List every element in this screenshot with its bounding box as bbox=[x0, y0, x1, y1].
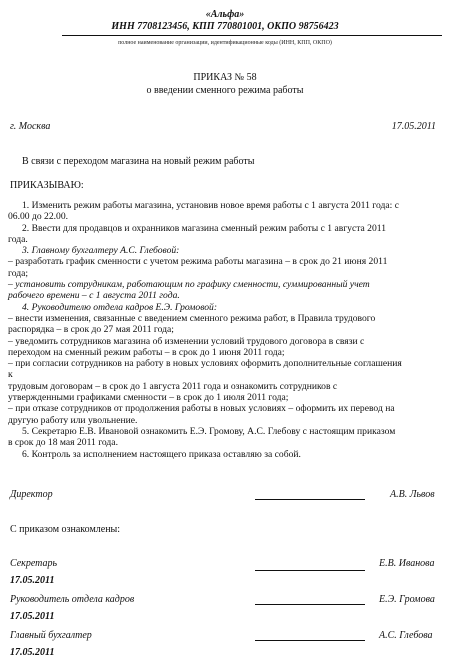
body-line: другую работу или увольнение. bbox=[8, 414, 138, 426]
body-line: года. bbox=[8, 233, 28, 245]
body-line: 06.00 до 22.00. bbox=[8, 211, 69, 223]
director-name: А.В. Львов bbox=[390, 489, 435, 500]
hr-head-label: Руководитель отдела кадров bbox=[10, 594, 135, 605]
body-line: 6. Контроль за исполнением настоящего приказа оставляю за собой. bbox=[22, 448, 301, 460]
header-caption: полное наименование организации, идентификационные коды (ИНН, КПП, ОКПО) bbox=[118, 40, 332, 46]
secretary-name: Е.В. Иванова bbox=[379, 558, 435, 569]
director-signature-line bbox=[255, 499, 365, 500]
chief-accountant-label: Главный бухгалтер bbox=[10, 630, 92, 641]
director-label: Директор bbox=[10, 489, 53, 500]
body-line: распорядка – в срок до 27 мая 2011 года; bbox=[8, 324, 174, 336]
order-city: г. Москва bbox=[10, 121, 51, 132]
body-line: утвержденными графиками сменности – в срок до 1 июля 2011 года; bbox=[8, 392, 289, 404]
order-body bbox=[8, 200, 438, 460]
body-line: переходом на сменный режим работы – в срок до 1 июня 2011 года; bbox=[8, 346, 285, 358]
secretary-label: Секретарь bbox=[10, 558, 58, 569]
body-line: 5. Секретарю Е.В. Ивановой ознакомить Е.Э. Громову, А.С. Глебову с настоящим приказом bbox=[22, 425, 396, 437]
organization-codes: ИНН 7708123456, КПП 770801001, ОКПО 98756423 bbox=[111, 21, 339, 32]
body-line: года; bbox=[8, 267, 29, 279]
body-line: рабочего времени – с 1 августа 2011 года. bbox=[8, 290, 180, 302]
body-line: 3. Главному бухгалтеру А.С. Глебовой: bbox=[22, 245, 180, 257]
secretary-date: 17.05.2011 bbox=[10, 575, 55, 586]
body-line: трудовым договорам – в срок до 1 августа 2011 года и ознакомить сотрудников с bbox=[8, 380, 338, 392]
order-title: ПРИКАЗ № 58 bbox=[193, 72, 257, 83]
body-line: к bbox=[8, 369, 13, 381]
chief-accountant-date: 17.05.2011 bbox=[10, 647, 55, 658]
hr-head-name: Е.Э. Громова bbox=[379, 594, 435, 605]
body-line: 2. Ввести для продавцов и охранников магазина сменный режим работы с 1 августа 2011 bbox=[22, 222, 387, 234]
body-line: – установить сотрудникам, работающим по графику сменности, суммированный учет bbox=[8, 279, 370, 291]
body-line: – при отказе сотрудников от продолжения работы в новых условиях – оформить их перевод на bbox=[8, 403, 395, 415]
body-line: – при согласии сотрудников на работу в новых условиях оформить дополнительные соглашения bbox=[8, 358, 402, 370]
order-preamble: В связи с переходом магазина на новый режим работы bbox=[22, 156, 255, 167]
chief-accountant-name: А.С. Глебова bbox=[379, 630, 433, 641]
body-line: – разработать график сменности с учетом режима работы магазина – в срок до 21 июня 2011 bbox=[8, 256, 388, 268]
body-line: – уведомить сотрудников магазина об изменении условий трудового договора в связи с bbox=[8, 335, 365, 347]
order-date: 17.05.2011 bbox=[391, 121, 436, 132]
hr-head-date: 17.05.2011 bbox=[10, 611, 55, 622]
body-line: – внести изменения, связанные с введением сменного режима работ, в Правила трудового bbox=[8, 312, 376, 324]
acknowledgement-title: С приказом ознакомлены: bbox=[10, 524, 121, 535]
hr-head-signature-line bbox=[255, 604, 365, 605]
order-subject: о введении сменного режима работы bbox=[146, 85, 304, 96]
body-line: 1. Изменить режим работы магазина, установив новое время работы с 1 августа 2011 года: с bbox=[22, 200, 399, 211]
header-underline bbox=[62, 35, 442, 36]
body-line: в срок до 18 мая 2011 года. bbox=[8, 437, 118, 449]
order-decree: ПРИКАЗЫВАЮ: bbox=[10, 180, 84, 191]
body-line: 4. Руководителю отдела кадров Е.Э. Громовой: bbox=[22, 301, 218, 313]
organization-name: «Альфа» bbox=[205, 9, 245, 20]
chief-accountant-signature-line bbox=[255, 640, 365, 641]
secretary-signature-line bbox=[255, 570, 365, 571]
